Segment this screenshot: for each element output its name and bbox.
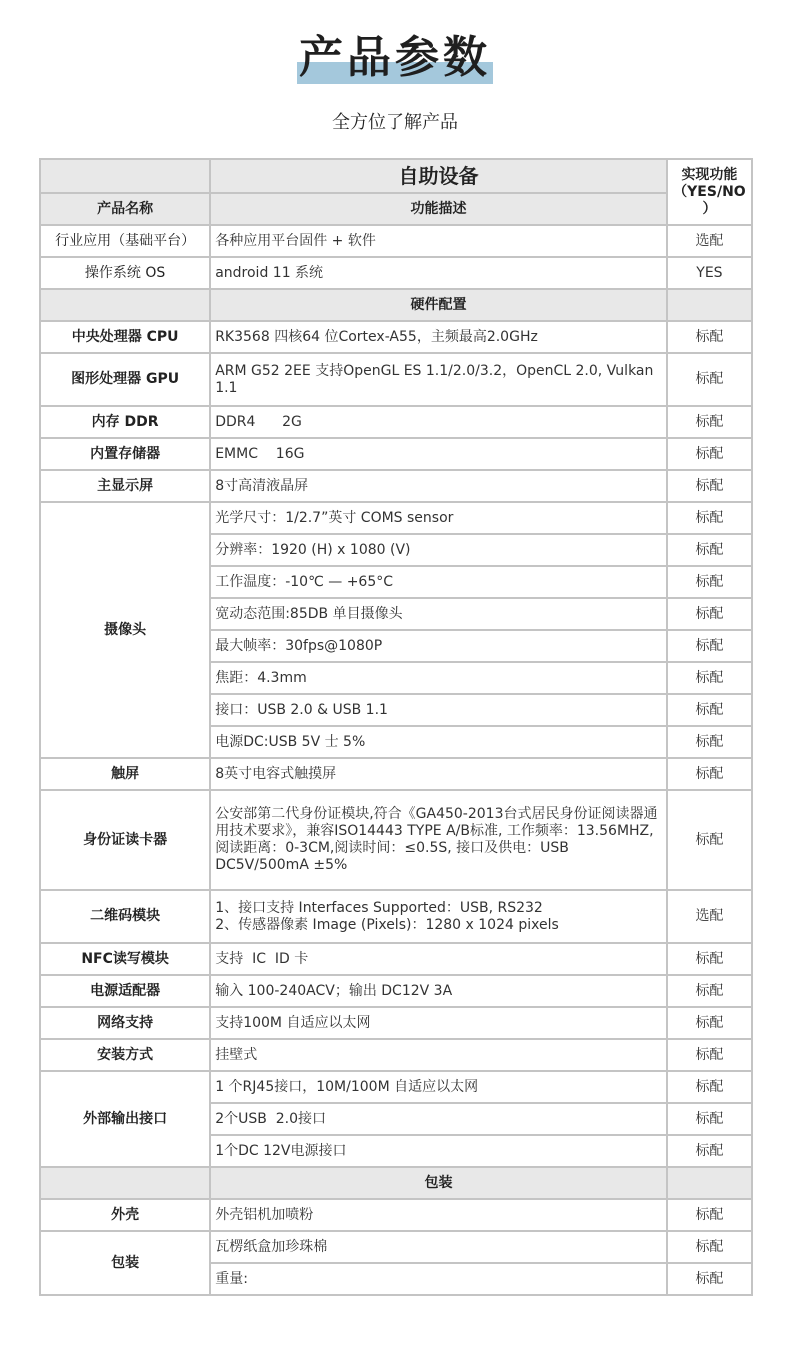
table-row [40,790,752,890]
row-desc: EMMC 16G [210,438,667,470]
row-desc-multiline [210,890,667,943]
camera-desc: 分辨率：1920 (H) x 1080 (V) [210,534,667,566]
row-value: 选配 [667,225,752,257]
section-title-packing: 包装 [210,1167,667,1199]
row-value: 标配 [667,758,752,790]
row-desc: 支持 IC ID 卡 [210,943,667,975]
col-func-header [667,159,752,225]
row-name: 图形处理器 GPU [40,353,210,406]
row-name: 二维码模块 [40,890,210,943]
row-value: 标配 [667,566,752,598]
section-blank-cell [40,289,210,321]
camera-desc: 光学尺寸：1/2.7”英寸 COMS sensor [210,502,667,534]
row-value: 选配 [667,890,752,943]
row-name: 行业应用（基础平台） [40,225,210,257]
row-value: 标配 [667,630,752,662]
table-row [40,1039,752,1071]
table-row [40,943,752,975]
row-value: 标配 [667,1231,752,1263]
camera-desc: 最大帧率：30fps@1080P [210,630,667,662]
row-name: 内存 DDR [40,406,210,438]
col-desc-header: 功能描述 [210,193,667,225]
row-value: 标配 [667,502,752,534]
row-value: 标配 [667,1039,752,1071]
row-desc: RK3568 四核64 位Cortex-A55，主频最高2.0GHz [210,321,667,353]
row-value: 标配 [667,1007,752,1039]
row-value: YES [667,257,752,289]
product-title: 自助设备 [210,159,667,193]
row-name: 主显示屏 [40,470,210,502]
row-desc: 外壳铝机加喷粉 [210,1199,667,1231]
table-row [40,470,752,502]
row-value: 标配 [667,321,752,353]
row-value: 标配 [667,1071,752,1103]
page-subtitle: 全方位了解产品 [332,112,458,133]
table-subheader-row [40,193,752,225]
camera-desc: 焦距：4.3mm [210,662,667,694]
table-row [40,1007,752,1039]
table-row [40,438,752,470]
section-row-packing [40,1167,752,1199]
camera-desc: 宽动态范围:85DB 单目摄像头 [210,598,667,630]
row-value: 标配 [667,470,752,502]
section-blank-cell [40,1167,210,1199]
row-desc: 8英寸电容式触摸屏 [210,758,667,790]
table-row [40,758,752,790]
row-name: 内置存储器 [40,438,210,470]
table-row [40,1199,752,1231]
row-desc: 8寸高清液晶屏 [210,470,667,502]
row-name: NFC读写模块 [40,943,210,975]
row-value: 标配 [667,662,752,694]
title-area [0,30,790,86]
packing-desc: 重量: [210,1263,667,1295]
section-blank-cell [667,1167,752,1199]
header-blank-cell [40,159,210,193]
camera-desc: 工作温度：-10℃ — +65°C [210,566,667,598]
row-value: 标配 [667,1135,752,1167]
row-desc: 挂壁式 [210,1039,667,1071]
row-value: 标配 [667,534,752,566]
camera-name: 摄像头 [40,502,210,758]
table-row [40,1071,752,1103]
camera-desc: 电源DC:USB 5V 士 5% [210,726,667,758]
row-value: 标配 [667,943,752,975]
row-desc: android 11 系统 [210,257,667,289]
row-name: 中央处理器 CPU [40,321,210,353]
ports-desc: 2个USB 2.0接口 [210,1103,667,1135]
row-value: 标配 [667,975,752,1007]
table-row [40,257,752,289]
table-header-row [40,159,752,193]
table-row [40,975,752,1007]
row-value: 标配 [667,1103,752,1135]
page-title: 产品参数 [299,32,491,83]
row-value: 标配 [667,406,752,438]
row-value: 标配 [667,1263,752,1295]
col-func-line1: 实现功能 [681,166,738,183]
table-row [40,353,752,406]
qr-desc-line2: 2、传感器像素 Image (Pixels)：1280 x 1024 pixels [215,916,559,933]
col-func-line2: （YES/NO ） [673,183,746,217]
table-row [40,321,752,353]
row-desc: 各种应用平台固件 + 软件 [210,225,667,257]
row-value: 标配 [667,598,752,630]
table-row [40,1231,752,1263]
row-name: 身份证读卡器 [40,790,210,890]
packing-desc: 瓦楞纸盒加珍珠棉 [210,1231,667,1263]
row-value: 标配 [667,353,752,406]
row-desc: ARM G52 2EE 支持OpenGL ES 1.1/2.0/3.2，OpenCL 2.0, Vulkan 1.1 [210,353,667,406]
row-name: 电源适配器 [40,975,210,1007]
section-blank-cell [667,289,752,321]
row-name: 网络支持 [40,1007,210,1039]
row-name: 操作系统 OS [40,257,210,289]
section-title-hardware: 硬件配置 [210,289,667,321]
row-desc: DDR4 2G [210,406,667,438]
row-value: 标配 [667,438,752,470]
row-name: 外壳 [40,1199,210,1231]
row-name: 安装方式 [40,1039,210,1071]
title-box [299,30,491,86]
spec-table [39,158,753,1296]
ports-desc: 1 个RJ45接口，10M/100M 自适应以太网 [210,1071,667,1103]
row-desc: 输入 100-240ACV；输出 DC12V 3A [210,975,667,1007]
row-value: 标配 [667,694,752,726]
row-value: 标配 [667,1199,752,1231]
table-row [40,890,752,943]
section-row-hardware [40,289,752,321]
row-name: 触屏 [40,758,210,790]
row-value: 标配 [667,726,752,758]
table-row [40,406,752,438]
ports-name: 外部输出接口 [40,1071,210,1167]
qr-desc-line1: 1、接口支持 Interfaces Supported：USB, RS232 [215,899,543,916]
table-row [40,225,752,257]
row-desc: 支持100M 自适应以太网 [210,1007,667,1039]
ports-desc: 1个DC 12V电源接口 [210,1135,667,1167]
col-name-header: 产品名称 [40,193,210,225]
packing-name: 包装 [40,1231,210,1295]
row-value: 标配 [667,790,752,890]
camera-desc: 接口：USB 2.0 & USB 1.1 [210,694,667,726]
table-row [40,502,752,534]
row-desc: 公安部第二代身份证模块,符合《GA450-2013台式居民身份证阅读器通用技术要求》，兼容ISO14443 TYPE A/B标准, 工作频率：13.56MHZ, 阅读距离：0-3CM,阅读时间：≤0.5S, 接口及供电：USB DC5V/500mA ±5% [210,790,667,890]
